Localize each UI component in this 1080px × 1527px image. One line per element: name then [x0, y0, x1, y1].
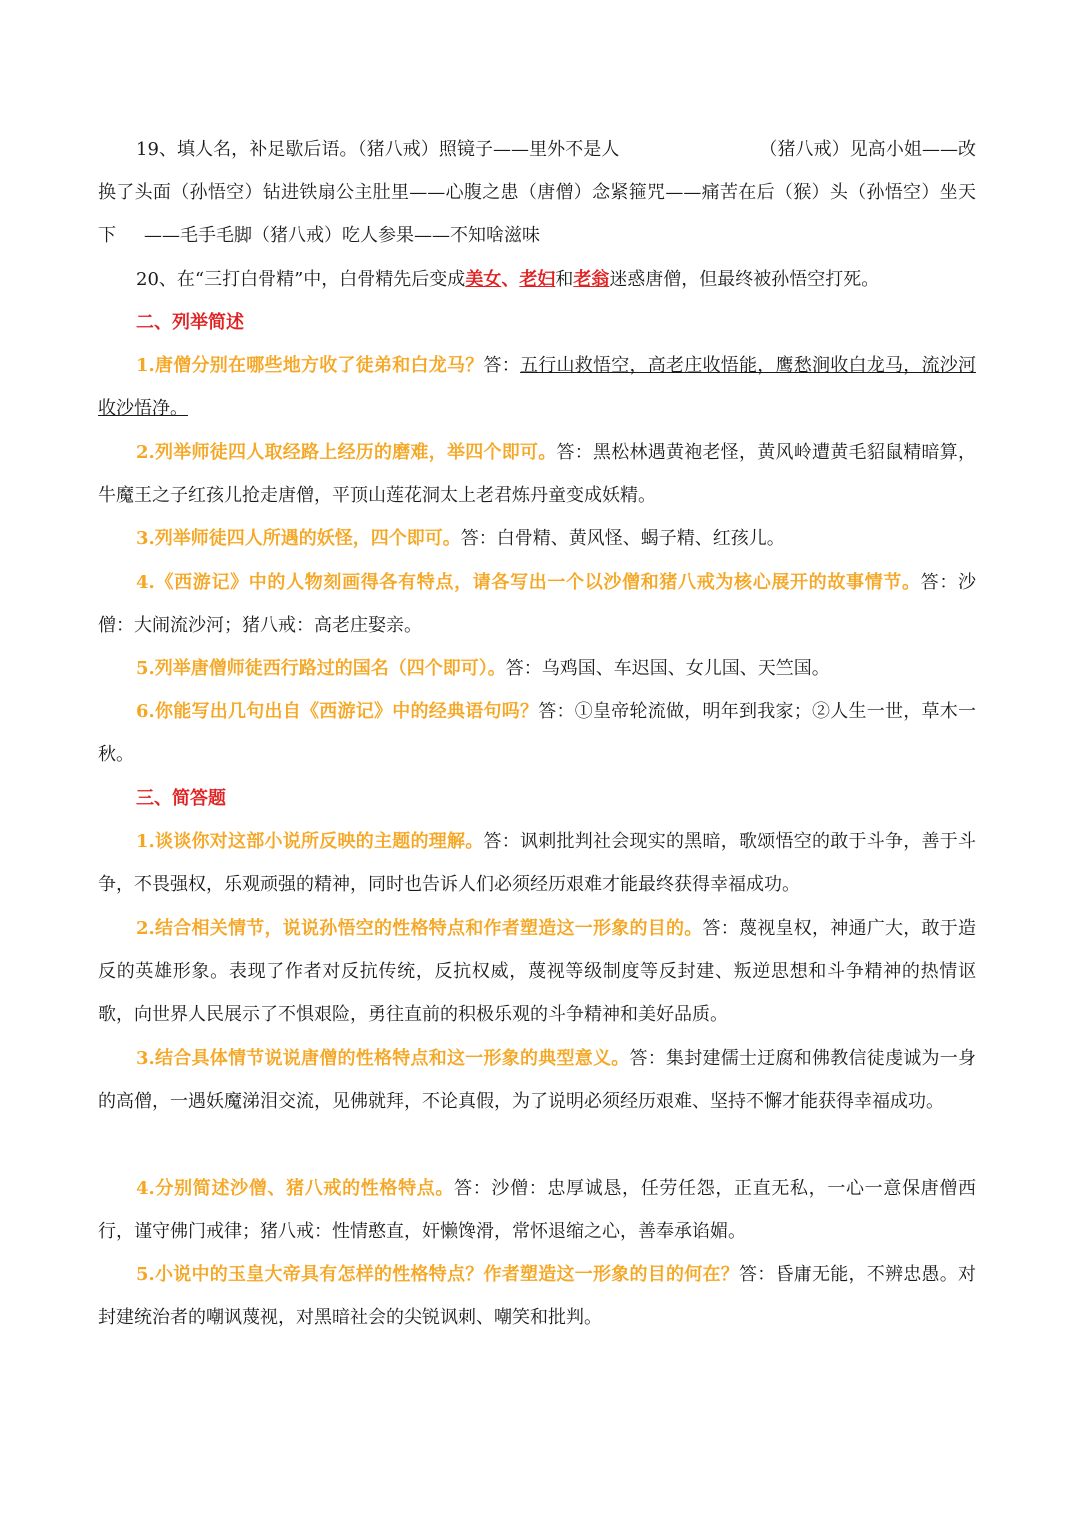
item-20 [98, 258, 976, 301]
item-20-after: 迷惑唐僧，但最终被孙悟空打死。 [609, 269, 880, 290]
s2-q3 [98, 517, 976, 560]
s2-q4 [98, 561, 976, 647]
s3-q3 [98, 1037, 976, 1123]
s2-q3-question: 3.列举师徒四人所遇的妖怪，四个即可。 [136, 528, 461, 549]
s2-q6 [98, 690, 976, 776]
s3-q1-question: 1.谈谈你对这部小说所反映的主题的理解。 [136, 831, 484, 852]
section-2-title: 二、列举简述 [136, 312, 244, 333]
s3-q1 [98, 820, 976, 906]
item-20-answer-3: 老翁 [573, 269, 610, 290]
s2-q1 [98, 344, 976, 430]
s3-q2-question: 2.结合相关情节，说说孙悟空的性格特点和作者塑造这一形象的目的。 [136, 918, 703, 939]
s2-q6-answer: 答：①皇帝轮流做，明年到我家；②人生一世，草木一秋。 [98, 701, 976, 765]
s3-q5 [98, 1253, 976, 1339]
s2-q3-answer: 答：白骨精、黄风怪、蝎子精、红孩儿。 [460, 528, 785, 549]
s2-q5-answer: 答：乌鸡国、车迟国、女儿国、天竺国。 [505, 658, 830, 679]
section-3-title: 三、简答题 [136, 788, 226, 809]
item-20-before: 20、在“三打白骨精”中，白骨精先后变成 [136, 269, 466, 290]
s2-q5 [98, 647, 976, 690]
s3-q4-question: 4.分别简述沙僧、猪八戒的性格特点。 [136, 1178, 455, 1199]
s2-q1-answer: 五行山救悟空，高老庄收悟能，鹰愁涧收白龙马，流沙河收沙悟净。 [98, 355, 977, 419]
s2-q4-question: 4.《西游记》中的人物刻画得各有特点，请各写出一个以沙僧和猪八戒为核心展开的故事情节。 [136, 572, 921, 593]
s2-q1-question: 1.唐僧分别在哪些地方收了徒弟和白龙马？ [136, 355, 484, 376]
s3-q5-answer: 答：昏庸无能，不辨忠愚。对封建统治者的嘲讽蔑视，对黑暗社会的尖锐讽刺、嘲笑和批判。 [98, 1264, 977, 1328]
item-19 [98, 128, 976, 257]
s2-q4-answer: 答：沙僧：大闹流沙河；猪八戒：高老庄娶亲。 [98, 572, 976, 636]
s2-q2-answer: 答：黑松林遇黄袍老怪，黄风岭遭黄毛貂鼠精暗算，牛魔王之子红孩儿抢走唐僧，平顶山莲花洞太上老君炼丹童变成妖精。 [98, 442, 976, 506]
s3-q4 [98, 1167, 976, 1253]
s2-q2 [98, 431, 976, 517]
item-20-sep-1: 、 [501, 269, 520, 290]
item-20-answer-2: 老妇 [519, 269, 556, 290]
item-20-answer-1: 美女 [465, 269, 502, 290]
s3-q3-answer: 答：集封建儒士迂腐和佛教信徒虔诚为一身的高僧，一遇妖魔涕泪交流，见佛就拜，不论真假，为了说明必须经历艰难、坚持不懈才能获得幸福成功。 [98, 1048, 976, 1112]
item-19-text-b: （猪八戒）见高小姐——改换了头面（孙悟空）钻进铁扇公主肚里——心腹之患（唐僧）念紧箍咒——痛苦在后（猴）头（孙悟空）坐天下 [98, 139, 976, 246]
s3-q2 [98, 907, 976, 1036]
s3-q4-answer: 答：沙僧：忠厚诚恳，任劳任怨，正直无私，一心一意保唐僧西行，谨守佛门戒律；猪八戒：性情憨直，奸懒馋滑，常怀退缩之心，善奉承谄媚。 [98, 1178, 976, 1242]
s3-q5-question: 5.小说中的玉皇大帝具有怎样的性格特点？作者塑造这一形象的目的何在？ [136, 1264, 740, 1285]
item-20-sep-2: 和 [555, 269, 574, 290]
s3-q1-answer: 答：讽刺批判社会现实的黑暗，歌颂悟空的敢于斗争，善于斗争，不畏强权，乐观顽强的精神，同时也告诉人们必须经历艰难才能最终获得幸福成功。 [98, 831, 977, 895]
s2-q2-question: 2.列举师徒四人取经路上经历的磨难，举四个即可。 [136, 442, 557, 463]
s3-q3-question: 3.结合具体情节说说唐僧的性格特点和这一形象的典型意义。 [136, 1048, 630, 1069]
s2-q6-question: 6.你能写出几句出自《西游记》中的经典语句吗？ [136, 701, 539, 722]
item-19-text-c: ——毛手毛脚（猪八戒）吃人参果——不知啥滋味 [144, 225, 540, 246]
s2-q1-answer-label: 答： [483, 355, 521, 376]
s3-q2-answer: 答：蔑视皇权，神通广大，敢于造反的英雄形象。表现了作者对反抗传统，反抗权威，蔑视等级制度等反封建、叛逆思想和斗争精神的热情讴歌，向世界人民展示了不惧艰险，勇往直前的积极乐观的斗争精神和美好品质。 [98, 918, 976, 1025]
s2-q5-question: 5.列举唐僧师徒西行路过的国名（四个即可）。 [136, 658, 506, 679]
item-19-text-a: 19、填人名，补足歇后语。（猪八戒）照镜子——里外不是人 [136, 139, 620, 160]
